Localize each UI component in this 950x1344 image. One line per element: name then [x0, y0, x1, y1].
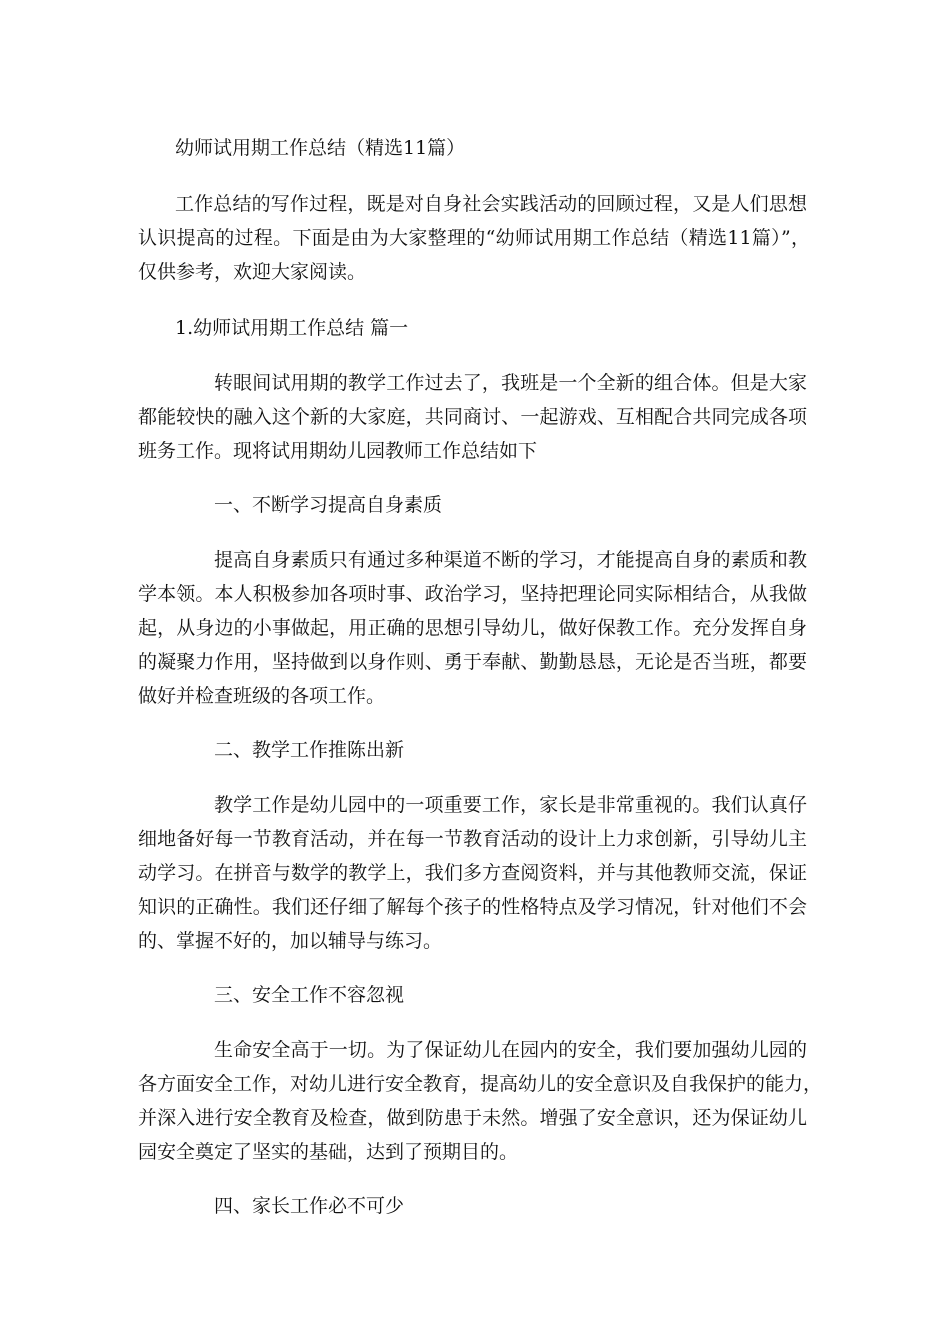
- section-1-line-2: 学本领。本人积极参加各项时事、政治学习，坚持把理论同实际相结合，从我做: [138, 583, 807, 605]
- section-1-line-3: 起，从身边的小事做起，用正确的思想引导幼儿，做好保教工作。充分发挥自身: [138, 617, 807, 639]
- section-3-line-4: 园安全奠定了坚实的基础，达到了预期目的。: [138, 1141, 519, 1163]
- article-intro-line-3: 班务工作。现将试用期幼儿园教师工作总结如下: [138, 440, 538, 462]
- section-3-line-1: 生命安全高于一切。为了保证幼儿在园内的安全，我们要加强幼儿园的: [214, 1039, 807, 1061]
- section-2-line-1: 教学工作是幼儿园中的一项重要工作，家长是非常重视的。我们认真仔: [214, 794, 807, 816]
- section-heading-1: 一、不断学习提高自身素质: [214, 494, 443, 516]
- section-2-line-3: 动学习。在拼音与数学的教学上，我们多方查阅资料，并与其他教师交流，保证: [138, 862, 807, 884]
- section-1-line-4: 的凝聚力作用，坚持做到以身作则、勇于奉献、勤勤恳恳，无论是否当班，都要: [138, 651, 807, 673]
- section-1-line-5: 做好并检查班级的各项工作。: [138, 685, 386, 707]
- section-3-line-2: 各方面安全工作，对幼儿进行安全教育，提高幼儿的安全意识及自我保护的能力，: [138, 1073, 823, 1095]
- intro-line-2: 认识提高的过程。下面是由为大家整理的“幼师试用期工作总结（精选11篇）”，: [138, 227, 810, 249]
- section-heading-2: 二、教学工作推陈出新: [214, 739, 405, 761]
- section-heading-3: 三、安全工作不容忽视: [214, 984, 405, 1006]
- section-2-line-2: 细地备好每一节教育活动，并在每一节教育活动的设计上力求创新，引导幼儿主: [138, 828, 807, 850]
- article-intro-line-2: 都能较快的融入这个新的大家庭，共同商讨、一起游戏、互相配合共同完成各项: [138, 406, 807, 428]
- section-3-line-3: 并深入进行安全教育及检查，做到防患于未然。增强了安全意识，还为保证幼儿: [138, 1107, 807, 1129]
- intro-line-1: 工作总结的写作过程，既是对自身社会实践活动的回顾过程，又是人们思想: [175, 193, 807, 215]
- section-2-line-4: 知识的正确性。我们还仔细了解每个孩子的性格特点及学习情况，针对他们不会: [138, 896, 807, 918]
- section-1-line-1: 提高自身素质只有通过多种渠道不断的学习，才能提高自身的素质和教: [214, 549, 807, 571]
- section-2-line-5: 的、掌握不好的，加以辅导与练习。: [138, 930, 443, 952]
- intro-line-3: 仅供参考，欢迎大家阅读。: [138, 261, 367, 283]
- article-heading: 1.幼师试用期工作总结 篇一: [175, 317, 409, 339]
- document-title: 幼师试用期工作总结（精选11篇）: [175, 137, 466, 159]
- section-heading-4: 四、家长工作必不可少: [214, 1195, 405, 1217]
- article-intro-line-1: 转眼间试用期的教学工作过去了，我班是一个全新的组合体。但是大家: [214, 372, 807, 394]
